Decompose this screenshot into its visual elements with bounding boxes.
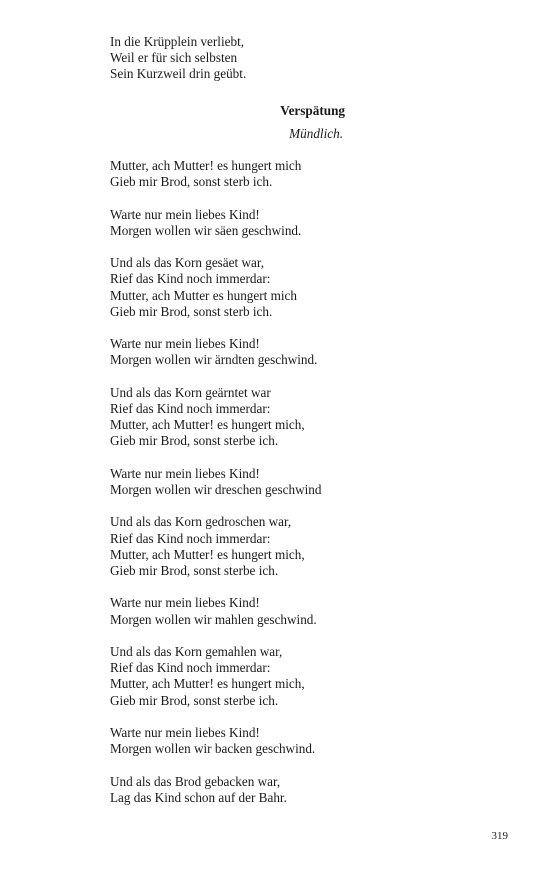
verse-line: Rief das Kind noch immerdar: (110, 660, 271, 676)
verse-line: Warte nur mein liebes Kind! (110, 465, 260, 481)
stanza (110, 595, 450, 627)
verse-line: Morgen wollen wir ärndten geschwind. (110, 352, 318, 368)
poem-text (110, 34, 450, 822)
verse-line: Rief das Kind noch immerdar: (110, 401, 271, 416)
stanza (110, 644, 450, 709)
stanza (110, 725, 450, 757)
verse-line: Gieb mir Brod, sonst sterbe ich. (110, 433, 279, 449)
stanza (110, 385, 450, 450)
verse-line: Warte nur mein liebes Kind! (110, 336, 260, 352)
verse-line: Rief das Kind noch immerdar: (110, 530, 271, 546)
verse-line: Warte nur mein liebes Kind! (110, 206, 260, 222)
poem-title: Verspätung (280, 102, 345, 118)
verse-line: Gieb mir Brod, sonst sterb ich. (110, 303, 273, 319)
verse-line: Morgen wollen wir mahlen geschwind. (110, 611, 317, 627)
stanza (110, 336, 450, 368)
verse-line: Morgen wollen wir backen geschwind. (110, 741, 316, 757)
stanza (110, 207, 450, 239)
poem-source: Mündlich. (289, 125, 343, 141)
verse-line: Mutter, ach Mutter! es hungert mich, (110, 546, 305, 562)
verse-line: Mutter, ach Mutter es hungert mich (110, 287, 297, 303)
verse-line: Und als das Korn gesäet war, (110, 255, 265, 271)
verse-line: Morgen wollen wir dreschen geschwind (110, 482, 322, 497)
verse-line: Mutter, ach Mutter! es hungert mich, (110, 417, 305, 433)
verse-line: Und als das Korn geärntet war (110, 384, 271, 400)
stanza (110, 158, 450, 190)
verse-line: Gieb mir Brod, sonst sterbe ich. (110, 692, 279, 708)
verse-line: Lag das Kind schon auf der Bahr. (110, 789, 287, 805)
verse-line: Sein Kurzweil drin geübt. (110, 66, 247, 82)
verse-line: Gieb mir Brod, sonst sterb ich. (110, 174, 273, 190)
stanza (110, 255, 450, 320)
verse-line: Und als das Korn gemahlen war, (110, 643, 283, 659)
verse-line: Warte nur mein liebes Kind! (110, 595, 260, 611)
verse-line: Warte nur mein liebes Kind! (110, 724, 260, 740)
verse-line: Mutter, ach Mutter! es hungert mich, (110, 676, 305, 692)
verse-line: Gieb mir Brod, sonst sterbe ich. (110, 563, 279, 578)
poem-heading (110, 103, 450, 142)
stanza (110, 774, 450, 806)
page-number: 319 (491, 830, 508, 842)
stanza (110, 466, 450, 498)
verse-line: Rief das Kind noch immerdar: (110, 271, 271, 287)
verse-line: Und als das Brod gebacken war, (110, 773, 281, 789)
intro-stanza (110, 34, 450, 83)
verse-line: In die Krüpplein verliebt, (110, 34, 245, 49)
verse-line: Weil er für sich selbsten (110, 50, 238, 66)
verse-line: Und als das Korn gedroschen war, (110, 514, 292, 530)
verse-line: Morgen wollen wir säen geschwind. (110, 222, 302, 238)
verse-line: Mutter, ach Mutter! es hungert mich (110, 158, 302, 174)
stanza (110, 514, 450, 579)
